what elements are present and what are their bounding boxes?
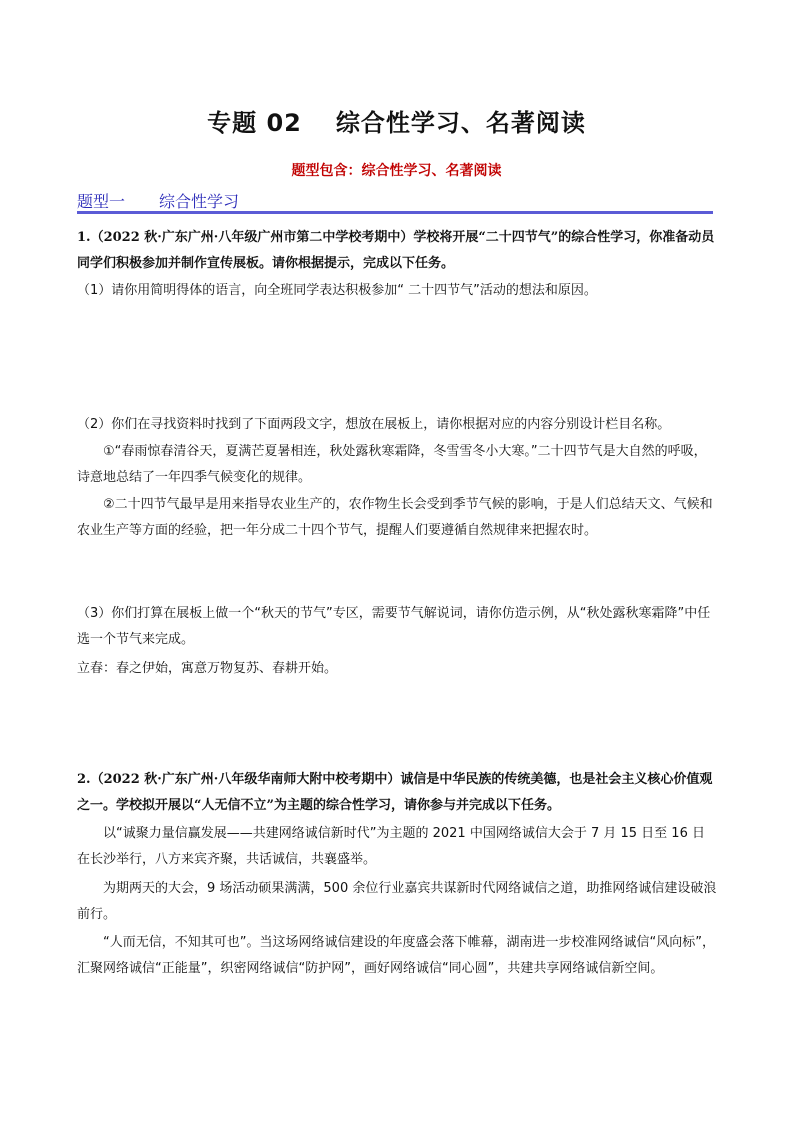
q2-paragraph-2: 为期两天的大会，9 场活动硕果满满，500 余位行业嘉宾共谋新时代网络诚信之道，助推网络诚信建设破浪前行。 xyxy=(77,881,717,922)
q1-stem: 1.（2022 秋·广东广州·八年级广州市第二中学校考期中）学校将开展“二十四节气”的综合性学习，你准备动员同学们积极参加并制作宣传展板。请你根据提示，完成以下任务。 xyxy=(77,230,715,271)
page-title xyxy=(0,103,793,138)
q2-paragraph-3: “人而无信，不知其可也”。当这场网络诚信建设的年度盛会落下帷幕，湖南进一步校准网络诚信“风向标”，汇聚网络诚信“正能量”，织密网络诚信“防护网”，画好网络诚信“同心圆”，共建共享网络诚信新空间。 xyxy=(77,935,715,976)
q2-stem: 2.（2022 秋·广东广州·八年级华南师大附中校考期中）诚信是中华民族的传统美德，也是社会主义核心价值观之一。学校拟开展以“人无信不立”为主题的综合性学习，请你参与并完成以下任务。 xyxy=(77,772,713,813)
q1-part2-passage-2: ②二十四节气最早是用来指导农业生产的，农作物生长会受到季节气候的影响，于是人们总结天文、气候和农业生产等方面的经验，把一年分成二十四个节气，提醒人们要遵循自然规律来把握农时。 xyxy=(77,497,713,538)
q1-part2-passage-1: ①“春雨惊春清谷天，夏满芒夏暑相连，秋处露秋寒霜降，冬雪雪冬小大寒。”二十四节气是大自然的呼吸，诗意地总结了一年四季气候变化的规律。 xyxy=(77,444,707,485)
q1-part1: （1）请你用简明得体的语言，向全班同学表达积极参加“ 二十四节气”活动的想法和原因。 xyxy=(77,283,597,298)
title-topic-name: 综合性学习、名著阅读 xyxy=(335,109,586,137)
q1-part2: （2）你们在寻找资料时找到了下面两段文字，想放在展板上，请你根据对应的内容分别设计栏目名称。 xyxy=(77,417,671,432)
q2-paragraph-1: 以“诚聚力量信赢发展——共建网络诚信新时代”为主题的 2021 中国网络诚信大会于 7 月 15 日至 16 日在长沙举行，八方来宾齐聚，共话诚信，共襄盛举。 xyxy=(77,826,705,867)
section-label: 题型一 xyxy=(77,192,126,211)
section-header xyxy=(77,189,713,214)
q1-part3-example: 立春：春之伊始，寓意万物复苏、春耕开始。 xyxy=(77,661,338,676)
question-type-subtitle: 题型包含：综合性学习、名著阅读 xyxy=(291,163,502,179)
q1-part3: （3）你们打算在展板上做一个“秋天的节气”专区，需要节气解说词，请你仿造示例，从“秋处露秋寒霜降”中任选一个节气来完成。 xyxy=(77,606,711,647)
section-name: 综合性学习 xyxy=(159,192,240,211)
title-topic-number: 专题 02 xyxy=(207,109,302,137)
